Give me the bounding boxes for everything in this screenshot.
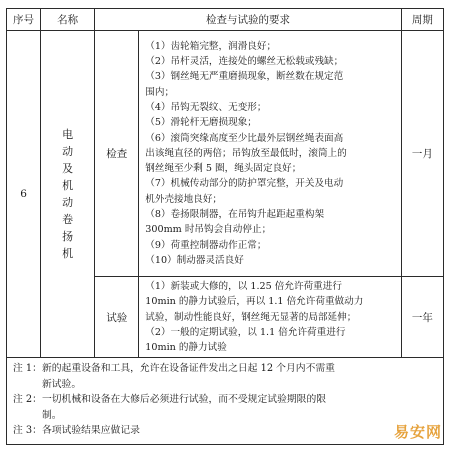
table-header-row — [7, 9, 444, 31]
note-tag: 注 1： — [13, 363, 42, 375]
notes-cell — [7, 358, 444, 445]
test-period: 一年 — [401, 277, 443, 358]
note-line: 新的起重设备和工具，允许在设备证件发出之日起 12 个月内不需重 — [41, 363, 335, 375]
requirement-line: （8）卷扬限制器，在吊钩升起距起重构架 — [145, 209, 325, 221]
note-item — [13, 423, 437, 439]
requirement-line: 300mm 时吊钩会自动停止； — [145, 224, 272, 236]
requirement-line: （4）吊钩无裂纹、无变形； — [145, 101, 267, 113]
requirement-line: （1）齿轮箱完整，润滑良好； — [145, 40, 277, 52]
name-char: 动 — [62, 145, 74, 159]
requirement-line: 试验，制动性能良好，钢丝绳无显著的局部延伸； — [145, 311, 357, 323]
requirement-line: （2）吊杆灵活，连接处的螺丝无松载或残缺； — [145, 56, 344, 68]
inspection-label: 检查 — [95, 31, 139, 277]
requirement-line: （9）荷重控制器动作正常； — [145, 239, 267, 251]
note-line: 新试验。 — [41, 378, 82, 390]
header-requirement: 检查与试验的要求 — [95, 9, 402, 31]
name-char: 及 — [62, 162, 74, 176]
note-tag: 注 2： — [13, 394, 42, 406]
requirement-line: 10min 的静力试验后，再以 1.1 倍允许荷重做动力 — [145, 296, 364, 308]
header-no: 序号 — [7, 9, 41, 31]
test-requirements — [139, 277, 402, 358]
test-label: 试验 — [95, 277, 139, 358]
notes-row — [7, 358, 444, 445]
requirement-line: （10）制动器灵活良好 — [145, 254, 244, 266]
requirement-line: （3）钢丝绳无严重磨损现象，断丝数在规定范 — [145, 71, 344, 83]
note-line: 各项试验结果应做记录 — [41, 425, 140, 437]
note-text — [42, 423, 437, 439]
equipment-name — [41, 31, 95, 358]
requirement-line: 10min 的静力试验 — [145, 342, 227, 354]
requirement-line: 围内； — [145, 86, 175, 98]
note-text — [42, 361, 437, 392]
requirement-line: （1）新装或大修的，以 1.25 倍允许荷重进行 — [145, 281, 342, 292]
header-period: 周期 — [401, 9, 443, 31]
requirement-line: 钢丝绳至少剩 5 圈，绳头固定良好； — [145, 163, 302, 175]
requirement-line: 机外壳接地良好； — [145, 193, 223, 205]
name-char: 卷 — [62, 213, 74, 227]
inspection-requirements — [139, 31, 402, 277]
note-line: 一切机械和设备在大修后必须进行试验，而不受规定试验期限的限 — [41, 394, 327, 406]
header-name: 名称 — [41, 9, 95, 31]
requirement-line: （7）机械传动部分的防护罩完整，开关及电动 — [145, 178, 344, 190]
inspection-row — [7, 31, 444, 277]
name-char: 动 — [62, 196, 74, 210]
requirement-line: （5）滑轮杆无磨损现象； — [145, 117, 257, 129]
site-watermark: 易安网 — [393, 423, 442, 441]
requirement-line: （6）滚筒突缘高度至少比最外层钢丝绳表面高 — [145, 132, 344, 144]
requirement-line: 出该绳直径的两倍；吊钩放至最低时，滚筒上的 — [145, 147, 347, 159]
name-char: 机 — [62, 179, 74, 193]
row-number: 6 — [7, 31, 41, 358]
note-item — [13, 392, 437, 423]
name-char: 电 — [62, 128, 74, 142]
name-char: 扬 — [62, 230, 74, 244]
note-item — [13, 361, 437, 392]
inspection-table — [6, 8, 444, 445]
note-text — [42, 392, 437, 423]
requirement-line: （2）一般的定期试验，以 1.1 倍允许荷重进行 — [145, 326, 346, 338]
note-line: 制。 — [41, 409, 62, 421]
note-tag: 注 3： — [13, 425, 42, 437]
inspection-period: 一月 — [401, 31, 443, 277]
name-char: 机 — [62, 247, 74, 261]
inspection-table-sheet — [6, 8, 444, 442]
